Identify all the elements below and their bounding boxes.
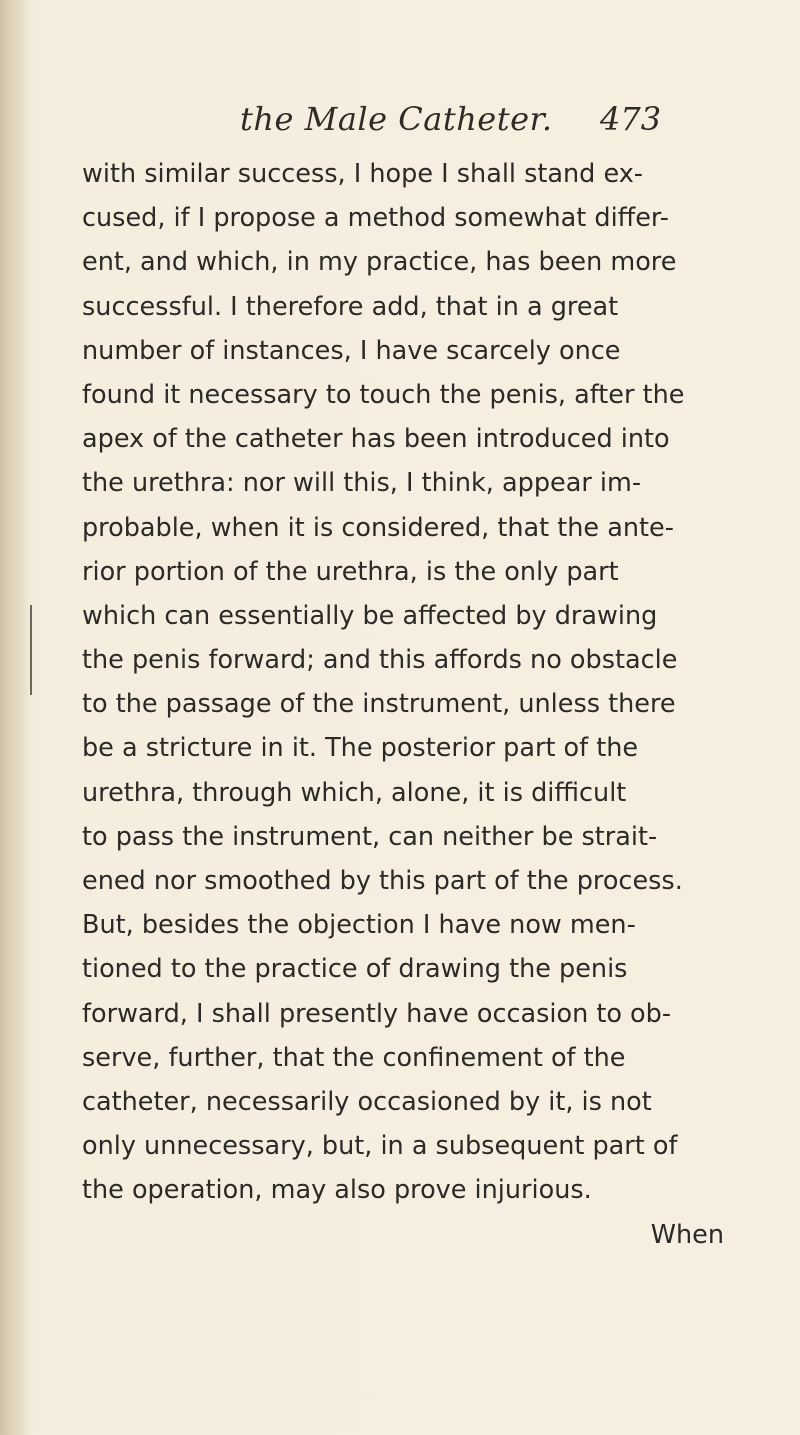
text-line: which can essentially be affected by drawing xyxy=(82,600,658,631)
text-line: only unnecessary, but, in a subsequent part of xyxy=(82,1131,678,1162)
text-line: to the passage of the instrument, unless there xyxy=(82,689,676,720)
text-line: forward, I shall presently have occasion to ob- xyxy=(82,998,672,1029)
text-line: probable, when it is considered, that the ante- xyxy=(82,512,674,543)
body-text xyxy=(82,152,742,1257)
text-line: the operation, may also prove injurious. xyxy=(82,1175,592,1206)
text-line: urethra, through which, alone, it is difficult xyxy=(82,777,627,808)
catchword: When xyxy=(650,1219,724,1250)
text-line: catheter, necessarily occasioned by it, is not xyxy=(82,1086,652,1117)
text-line: serve, further, that the confinement of the xyxy=(82,1042,626,1073)
text-line: the penis forward; and this affords no obstacle xyxy=(82,645,678,676)
page-gutter xyxy=(0,0,30,1435)
text-line: number of instances, I have scarcely once xyxy=(82,335,621,366)
text-line: tioned to the practice of drawing the penis xyxy=(82,954,628,985)
text-line: apex of the catheter has been introduced into xyxy=(82,424,670,455)
text-line: rior portion of the urethra, is the only part xyxy=(82,556,619,587)
text-line: successful. I therefore add, that in a great xyxy=(82,291,619,322)
text-line: But, besides the objection I have now men- xyxy=(82,910,636,941)
text-line: the urethra: nor will this, I think, appear im- xyxy=(82,468,642,499)
page-number: 473 xyxy=(600,100,662,138)
text-line: cused, if I propose a method somewhat differ- xyxy=(82,203,669,234)
text-line: found it necessary to touch the penis, after the xyxy=(82,379,685,410)
text-line: with similar success, I hope I shall stand ex- xyxy=(82,159,643,189)
text-line: ened nor smoothed by this part of the process. xyxy=(82,866,683,896)
running-title: the Male Catheter. xyxy=(240,100,553,138)
text-line: ent, and which, in my practice, has been more xyxy=(82,247,677,278)
text-line: be a stricture in it. The posterior part of the xyxy=(82,733,639,764)
catchword-row xyxy=(82,1213,742,1257)
running-head xyxy=(0,100,800,148)
text-line: to pass the instrument, can neither be strait- xyxy=(82,821,658,852)
binding-mark xyxy=(30,605,32,695)
